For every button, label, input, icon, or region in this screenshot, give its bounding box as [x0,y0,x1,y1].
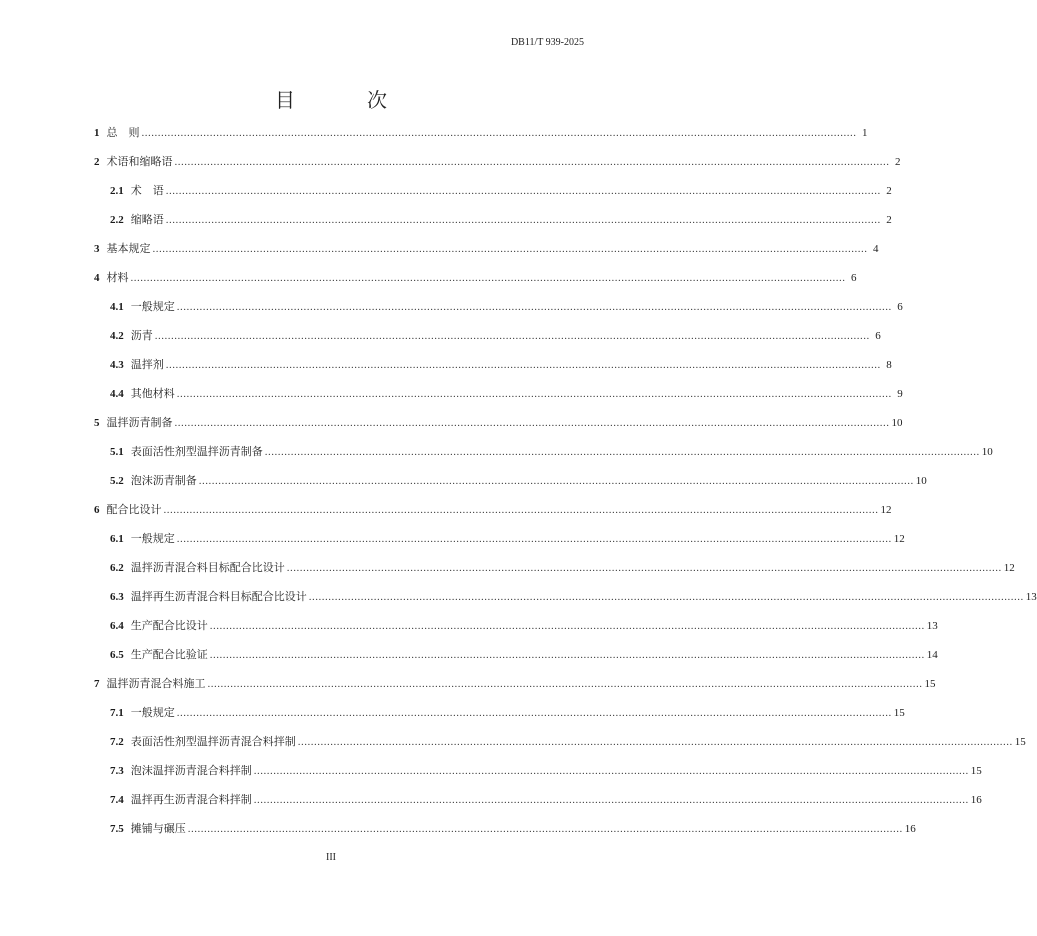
toc-entry[interactable] [110,181,892,201]
toc-entry-page: 15 [893,707,905,719]
toc-entry-number: 6.2 [110,562,124,574]
toc-entry-label: 其他材料 [130,387,175,400]
toc-entry-page: 10 [915,475,927,487]
toc-entry-label: 摊铺与碾压 [130,822,186,835]
toc-entry-page: 13 [926,620,938,632]
toc-entry-page: 9 [897,388,903,400]
toc-entry-label: 生产配合比设计 [130,619,208,632]
toc-dot-leader: ............................................................................................................................................................................................................................ [174,417,890,429]
toc-entry[interactable] [94,500,892,520]
toc-entry[interactable] [110,732,1026,752]
toc-dot-leader: ............................................................................................................................................................................................................................ [165,185,881,197]
toc-dot-leader: ............................................................................................................................................................................................................................ [297,736,1013,748]
toc-entry-number: 5.1 [110,446,124,458]
toc-entry-label: 表面活性剂型温拌沥青制备 [130,445,263,458]
toc-entry-label: 一般规定 [130,532,175,545]
toc-entry-label: 生产配合比验证 [130,648,208,661]
toc-entry-label: 温拌剂 [130,358,164,371]
toc-entry-page: 10 [891,417,903,429]
toc-entry[interactable] [110,442,993,462]
toc-entry[interactable] [110,384,903,404]
toc-entry-number: 6.4 [110,620,124,632]
toc-entry-page: 8 [886,359,892,371]
toc-entry-page: 14 [926,649,938,661]
toc-entry[interactable] [94,152,901,172]
toc-dot-leader: ............................................................................................................................................................................................................................ [308,591,1024,603]
toc-entry-page: 2 [886,185,892,197]
toc-title: 目 次 [275,88,413,112]
toc-entry[interactable] [110,587,1037,607]
toc-entry-page: 6 [897,301,903,313]
toc-entry-number: 6.1 [110,533,124,545]
toc-entry[interactable] [110,703,905,723]
toc-entry-page: 16 [970,794,982,806]
toc-dot-leader: ............................................................................................................................................................................................................................ [174,156,890,168]
toc-entry-number: 7.2 [110,736,124,748]
toc-dot-leader: ............................................................................................................................................................................................................................ [152,243,868,255]
toc-entry-number: 4.1 [110,301,124,313]
toc-entry-number: 6.5 [110,649,124,661]
toc-entry-page: 6 [875,330,881,342]
toc-entry-number: 5.2 [110,475,124,487]
toc-entry-label: 缩略语 [130,213,164,226]
toc-entry-number: 6.3 [110,591,124,603]
toc-entry-label: 基本规定 [106,242,151,255]
toc-entry-number: 6 [94,504,100,516]
toc-entry-label: 温拌沥青混合料施工 [106,677,206,690]
toc-dot-leader: ............................................................................................................................................................................................................................ [130,272,846,284]
toc-dot-leader: ............................................................................................................................................................................................................................ [207,678,923,690]
toc-entry-page: 12 [893,533,905,545]
toc-entry-number: 3 [94,243,100,255]
toc-entry-label: 泡沫沥青制备 [130,474,197,487]
toc-entry-label: 材料 [106,271,129,284]
toc-entry-number: 2.2 [110,214,124,226]
toc-entry-number: 4.3 [110,359,124,371]
toc-entry-label: 一般规定 [130,300,175,313]
toc-entry-page: 2 [886,214,892,226]
toc-entry-label: 温拌沥青混合料目标配合比设计 [130,561,285,574]
toc-entry-label: 泡沫温拌沥青混合料拌制 [130,764,252,777]
toc-entry-number: 4.4 [110,388,124,400]
toc-entry-label: 总 则 [106,126,140,139]
toc-entry[interactable] [110,616,938,636]
toc-entry-page: 10 [981,446,993,458]
toc-entry-number: 5 [94,417,100,429]
toc-entry-page: 15 [924,678,936,690]
toc-dot-leader: ............................................................................................................................................................................................................................ [198,475,914,487]
toc-dot-leader: ............................................................................................................................................................................................................................ [209,620,925,632]
toc-entry[interactable] [94,674,936,694]
toc-entry-page: 1 [862,127,868,139]
toc-entry-page: 12 [880,504,892,516]
toc-entry-number: 7 [94,678,100,690]
toc-dot-leader: ............................................................................................................................................................................................................................ [176,388,892,400]
toc-entry-label: 温拌沥青制备 [106,416,173,429]
toc-dot-leader: ............................................................................................................................................................................................................................ [253,794,969,806]
page-number: III [326,852,336,863]
toc-entry-label: 术 语 [130,184,164,197]
toc-entry[interactable] [110,471,927,491]
toc-dot-leader: ............................................................................................................................................................................................................................ [176,301,892,313]
toc-entry[interactable] [110,558,1015,578]
toc-entry[interactable] [110,297,903,317]
toc-entry-page: 6 [851,272,857,284]
toc-entry-page: 2 [895,156,901,168]
toc-dot-leader: ............................................................................................................................................................................................................................ [286,562,1002,574]
toc-dot-leader: ............................................................................................................................................................................................................................ [264,446,980,458]
toc-entry-number: 1 [94,127,100,139]
toc-entry[interactable] [110,326,881,346]
toc-entry-number: 4.2 [110,330,124,342]
toc-entry-page: 4 [873,243,879,255]
toc-dot-leader: ............................................................................................................................................................................................................................ [163,504,879,516]
toc-entry[interactable] [110,790,982,810]
toc-dot-leader: ............................................................................................................................................................................................................................ [141,127,857,139]
toc-dot-leader: ............................................................................................................................................................................................................................ [165,359,881,371]
toc-entry-number: 2.1 [110,185,124,197]
toc-entry[interactable] [110,819,916,839]
toc-entry[interactable] [110,355,892,375]
toc-dot-leader: ............................................................................................................................................................................................................................ [187,823,903,835]
toc-entry-page: 15 [970,765,982,777]
toc-entry[interactable] [110,645,938,665]
toc-entry-label: 沥青 [130,329,153,342]
toc-entry-number: 7.4 [110,794,124,806]
toc-entry[interactable] [110,210,892,230]
toc-entry-page: 16 [904,823,916,835]
toc-entry-label: 术语和缩略语 [106,155,173,168]
document-code: DB11/T 939-2025 [510,37,584,48]
toc-entry-label: 表面活性剂型温拌沥青混合料拌制 [130,735,296,748]
toc-entry[interactable] [110,761,982,781]
toc-entry-page: 15 [1014,736,1026,748]
toc-dot-leader: ............................................................................................................................................................................................................................ [209,649,925,661]
toc-dot-leader: ............................................................................................................................................................................................................................ [176,533,892,545]
toc-entry-page: 13 [1025,591,1037,603]
toc-entry[interactable] [110,529,905,549]
toc-entry-number: 4 [94,272,100,284]
toc-entry-number: 7.1 [110,707,124,719]
toc-dot-leader: ............................................................................................................................................................................................................................ [253,765,969,777]
toc-entry[interactable] [94,413,903,433]
toc-entry-page: 12 [1003,562,1015,574]
toc-dot-leader: ............................................................................................................................................................................................................................ [176,707,892,719]
toc-dot-leader: ............................................................................................................................................................................................................................ [154,330,870,342]
toc-entry-label: 温拌再生沥青混合料目标配合比设计 [130,590,307,603]
toc-entry[interactable] [94,268,857,288]
toc-entry-label: 一般规定 [130,706,175,719]
toc-entry-label: 温拌再生沥青混合料拌制 [130,793,252,806]
toc-entry-label: 配合比设计 [106,503,162,516]
toc-entry-number: 7.5 [110,823,124,835]
toc-dot-leader: ............................................................................................................................................................................................................................ [165,214,881,226]
toc-entry[interactable] [94,123,868,143]
toc-entry-number: 7.3 [110,765,124,777]
toc-entry[interactable] [94,239,879,259]
toc-entry-number: 2 [94,156,100,168]
